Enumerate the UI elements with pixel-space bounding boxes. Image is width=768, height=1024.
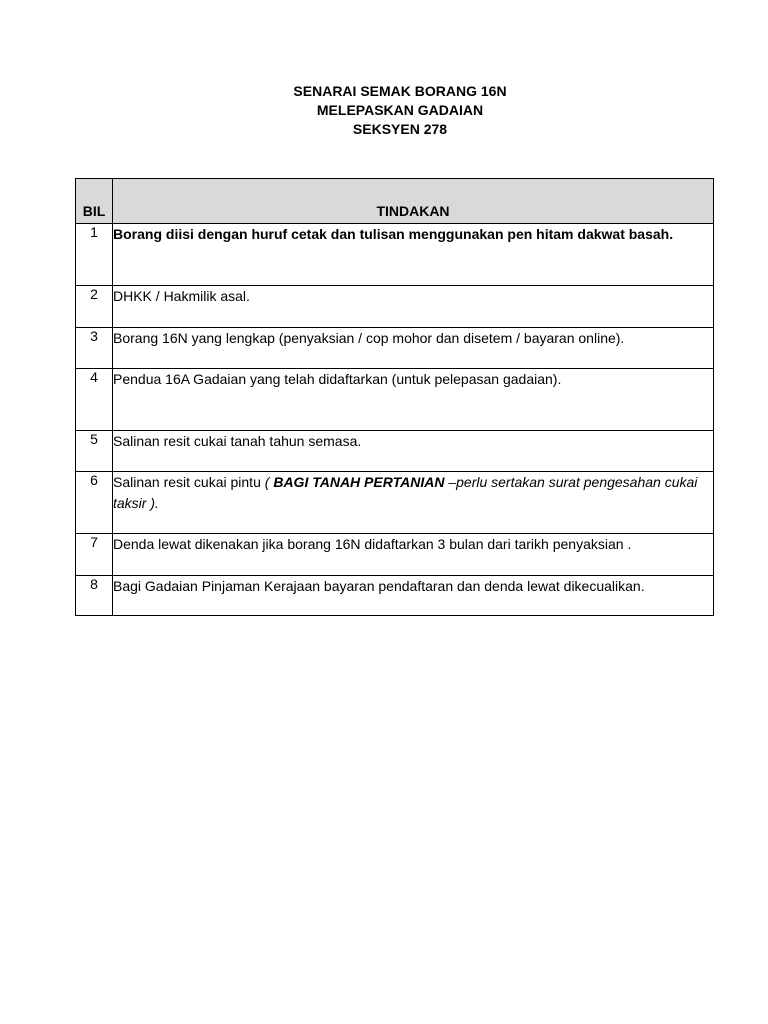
row-number: 2 — [76, 286, 113, 328]
row-number: 6 — [76, 472, 113, 534]
row-action — [113, 472, 714, 534]
row-number: 7 — [76, 534, 113, 576]
title-line-1: SENARAI SEMAK BORANG 16N — [293, 83, 507, 99]
table-header-row — [76, 179, 714, 224]
row-action: Borang diisi dengan huruf cetak dan tulisan menggunakan pen hitam dakwat basah. — [113, 224, 714, 286]
row-action: Pendua 16A Gadaian yang telah didaftarkan (untuk pelepasan gadaian). — [113, 369, 714, 431]
table-row — [76, 431, 714, 472]
column-header-bil: BIL — [76, 179, 113, 224]
table-row — [76, 369, 714, 431]
row-action: DHKK / Hakmilik asal. — [113, 286, 714, 328]
row-action: Salinan resit cukai tanah tahun semasa. — [113, 431, 714, 472]
title-line-3: SEKSYEN 278 — [352, 121, 448, 137]
row-action-open-paren: ( — [264, 474, 274, 490]
row-number: 3 — [76, 328, 113, 369]
table-row — [76, 472, 714, 534]
row-action: Bagi Gadaian Pinjaman Kerajaan bayaran pendaftaran dan denda lewat dikecualikan. — [113, 576, 714, 616]
row-number: 1 — [76, 224, 113, 286]
row-action: Denda lewat dikenakan jika borang 16N didaftarkan 3 bulan dari tarikh penyaksian . — [113, 534, 714, 576]
row-number: 8 — [76, 576, 113, 616]
row-action-text: Salinan resit cukai pintu — [113, 474, 265, 490]
table-row — [76, 328, 714, 369]
row-action-emphasis: BAGI TANAH PERTANIAN — [273, 474, 445, 490]
column-header-tindakan: TINDAKAN — [113, 179, 714, 224]
table-row — [76, 534, 714, 576]
row-number: 5 — [76, 431, 113, 472]
row-action: Borang 16N yang lengkap (penyaksian / cop mohor dan disetem / bayaran online). — [113, 328, 714, 369]
table-row — [76, 576, 714, 616]
row-action-note: –perlu sertakan surat pengesahan cukai taksir ). — [113, 474, 698, 511]
row-number: 4 — [76, 369, 113, 431]
table-row — [76, 286, 714, 328]
checklist-table — [75, 178, 714, 616]
document-title — [0, 82, 768, 139]
title-line-2: MELEPASKAN GADAIAN — [316, 102, 484, 118]
table-row — [76, 224, 714, 286]
